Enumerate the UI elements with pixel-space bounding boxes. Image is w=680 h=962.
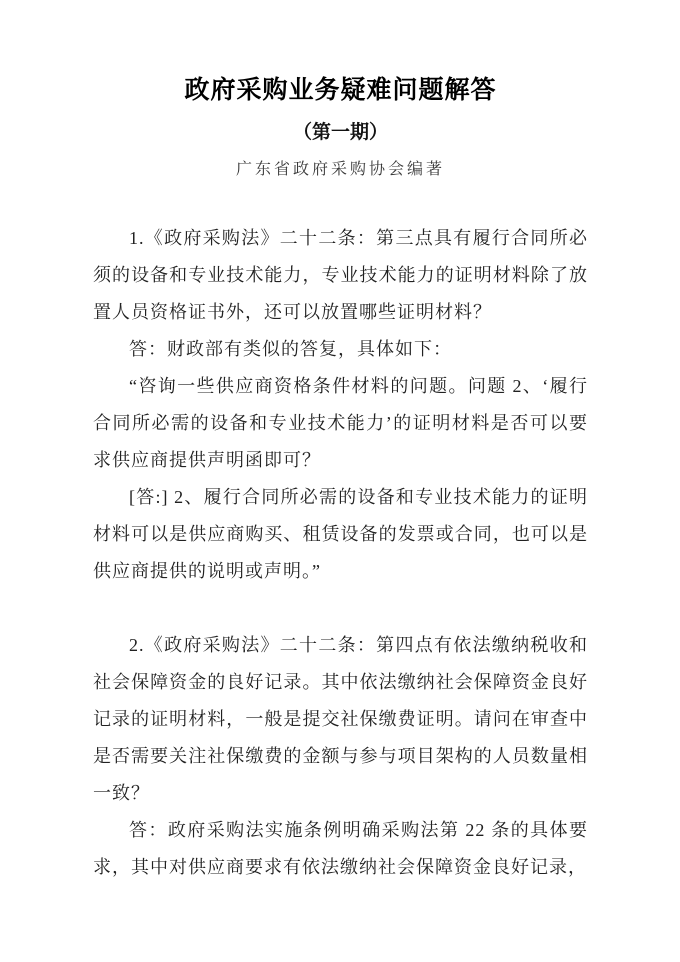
question-1-paragraph: 1.《政府采购法》二十二条：第三点具有履行合同所必须的设备和专业技术能力，专业技术能力的证明材料除了放置人员资格证书外，还可以放置哪些证明材料？ (93, 228, 588, 322)
answer-2-paragraph: 答：政府采购法实施条例明确采购法第 22 条的具体要求，其中对供应商要求有依法缴纳社会保障资金良好记录， (93, 820, 588, 877)
document-author: 广东省政府采购协会编著 (235, 161, 445, 178)
question-2-paragraph: 2.《政府采购法》二十二条：第四点有依法缴纳税收和社会保障资金的良好记录。其中依法缴纳社会保障资金良好记录的证明材料，一般是提交社保缴费证明。请问在审查中是否需要关注社保缴费的金额与参与项目架构的人员数量相一致？ (93, 635, 588, 803)
document-subtitle: （第一期） (292, 122, 388, 143)
answer-1-quote-question-paragraph: “咨询一些供应商资格条件材料的问题。问题 2、‘履行合同所必需的设备和专业技术能力’的证明材料是否可以要求供应商提供声明函即可？ (93, 376, 588, 470)
document-title: 政府采购业务疑难问题解答 (184, 77, 497, 104)
document-body (93, 220, 588, 886)
answer-1-intro-paragraph: 答：财政部有类似的答复，具体如下： (129, 339, 452, 359)
answer-1-quote-reply-paragraph: [答:] 2、履行合同所必需的设备和专业技术能力的证明材料可以是供应商购买、租赁设备的发票或合同，也可以是供应商提供的说明或声明。” (93, 487, 588, 581)
document-header (93, 74, 588, 182)
